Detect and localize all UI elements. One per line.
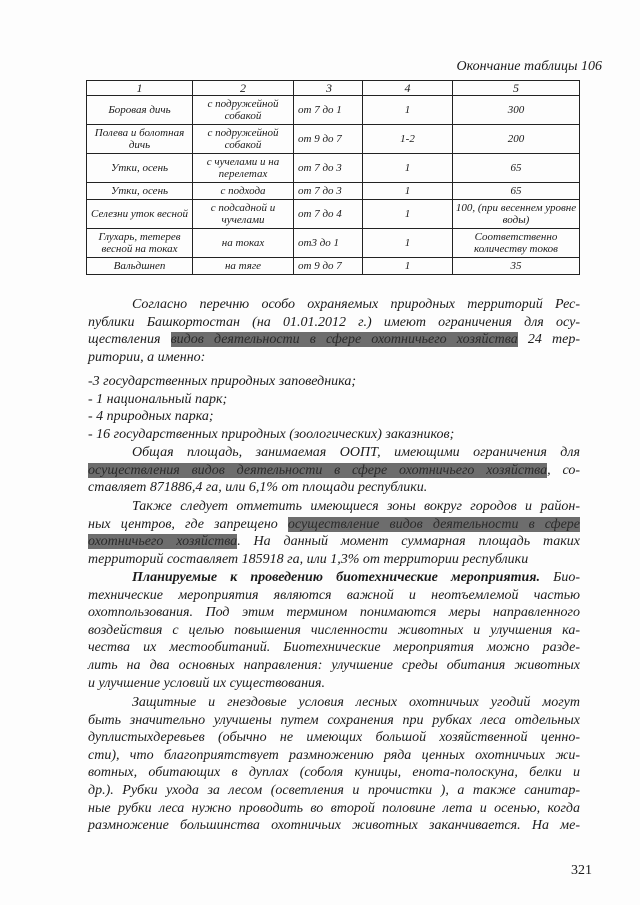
table-cell: с подружейной собакой: [193, 96, 294, 125]
table-cell: 65: [453, 154, 580, 183]
table-cell: с подхода: [193, 183, 294, 200]
list-item: - 16 государственных природных (зоологических) заказников;: [88, 426, 455, 442]
header-cell: 2: [193, 81, 294, 96]
text-line: размножение большинства охотничьих животных заканчивается. На ме-: [88, 818, 580, 834]
table-cell: 1: [363, 96, 453, 125]
table-cell: 35: [453, 258, 580, 275]
list-item: -3 государственных природных заповедника;: [88, 374, 357, 389]
section-heading: Планируемые к проведению биотехнические мероприятия.: [132, 570, 540, 585]
table-cell: с подружейной собакой: [193, 125, 294, 154]
header-cell: 5: [453, 81, 580, 96]
table-row: [87, 96, 580, 125]
paragraph-oopt: [88, 296, 580, 366]
table-cell: 1-2: [363, 125, 453, 154]
table-cell: 1: [363, 200, 453, 229]
table-cell: с подсадной и чучелами: [193, 200, 294, 229]
table-cell: Утки, осень: [87, 154, 193, 183]
table-cell: 200: [453, 125, 580, 154]
table-cell: 1: [363, 258, 453, 275]
table-header-row: [87, 81, 580, 96]
header-cell: 3: [294, 81, 363, 96]
text-line: ставляет 871886,4 га, или 6,1% от площади республики.: [88, 480, 428, 496]
text-line: лить на два основных направления: улучшение среды обитания животных: [88, 657, 580, 673]
header-cell: 1: [87, 81, 193, 96]
table-cell: от 9 до 7: [294, 125, 363, 154]
text-line: Согласно перечню особо охраняемых природных территорий Рес-: [132, 297, 580, 312]
highlighted-text: охотничьего хозяйства: [88, 534, 238, 550]
table-row: [87, 125, 580, 154]
table-cell: Полева и болотная дичь: [87, 125, 193, 154]
table-cell: Глухарь, тетерев весной на токах: [87, 229, 193, 258]
text-line: технические мероприятия являются важной и неотъемлемой частью: [88, 587, 580, 603]
table-cell: 300: [453, 96, 580, 125]
table-cell: от3 до 1: [294, 229, 363, 258]
text-line: сти), что благоприятствует размножению ряда ценных охотничьих жи-: [88, 747, 580, 763]
text-line: Общая площадь, занимаемая ООПТ, имеющими ограничения для: [132, 445, 580, 460]
table-cell: на токах: [193, 229, 294, 258]
text-line: др.). Рубки ухода за лесом (осветления и прочистки ), а также санитар-: [88, 782, 580, 798]
highlighted-text: видов деятельности в сфере охотничьего хозяйства: [170, 332, 518, 348]
table-cell: Боровая дичь: [87, 96, 193, 125]
list-item: - 4 природных парка;: [88, 409, 214, 425]
text-line: быть значительно улучшены путем сохранения при рубках леса отдельных: [88, 712, 580, 728]
list-item: - 1 национальный парк;: [88, 391, 228, 407]
text-line: ритории, а именно:: [88, 349, 206, 365]
table-cell: с чучелами и на перелетах: [193, 154, 294, 183]
paragraph-zones: [88, 498, 580, 568]
text-line: публики Башкортостан (на 01.01.2012 г.) имеют ограничения для осу-: [88, 314, 580, 330]
table-cell: на тяге: [193, 258, 294, 275]
text-line: вотных, обитающих в дуплах (соболя куницы, енота-полоскуна, белки и: [88, 765, 580, 781]
table-cell: 1: [363, 154, 453, 183]
table-row: [87, 229, 580, 258]
text-line: ных центров, где запрещено осуществление видов деятельности в сфере: [88, 516, 580, 532]
table-cell: от 7 до 4: [294, 200, 363, 229]
table-caption: Окончание таблицы 106: [456, 59, 602, 74]
table-cell: от 7 до 3: [294, 183, 363, 200]
text-line: охотничьего хозяйства. На данный момент суммарная площадь таких: [88, 534, 580, 550]
text-line: и улучшение условий их существования.: [88, 675, 326, 691]
text-line: охотпользования. Под этим термином понимаются меры направленного: [88, 605, 580, 621]
table-cell: 65: [453, 183, 580, 200]
highlighted-text: осуществление видов деятельности в сфере: [287, 516, 580, 532]
text-line: воздействия с целью повышения численности животных и улучшения ка-: [88, 622, 580, 638]
text-line: ные рубки леса нужно проводить во второй половине лета и осенью, когда: [88, 800, 580, 816]
text-line: Также следует отметить имеющиеся зоны вокруг городов и район-: [132, 499, 580, 514]
text-line: территорий составляет 185918 га, или 1,3% от территории республики: [88, 551, 529, 567]
text-line: осуществления видов деятельности в сфере охотничьего хозяйства, со-: [88, 462, 580, 478]
paragraph-area: [88, 444, 580, 497]
text-line: чества их местообитаний. Биотехнические мероприятия можно разде-: [88, 640, 580, 656]
table-cell: Селезни уток весной: [87, 200, 193, 229]
table-cell: 1: [363, 183, 453, 200]
text-line: Планируемые к проведению биотехнические мероприятия. Био-: [132, 570, 581, 585]
table-cell: Вальдшнеп: [87, 258, 193, 275]
page-number: 321: [571, 863, 592, 878]
text-line: дуплистыхдеревьев (обычно не имеющих большой хозяйственной ценно-: [88, 730, 580, 746]
table-row: [87, 258, 580, 275]
table-cell: Утки, осень: [87, 183, 193, 200]
paragraph-biotech: [88, 569, 580, 692]
paragraph-forest: [88, 694, 580, 835]
text-line: Защитные и гнездовые условия лесных охотничьих угодий могут: [132, 695, 580, 710]
text-line: ществления видов деятельности в сфере охотничьего хозяйства 24 тер-: [88, 332, 580, 348]
hunting-table: [86, 80, 580, 275]
table-cell: от 7 до 3: [294, 154, 363, 183]
table-cell: Соответственно количеству токов: [453, 229, 580, 258]
table-cell: 1: [363, 229, 453, 258]
table-row: [87, 183, 580, 200]
table-row: [87, 200, 580, 229]
highlighted-text: осуществления видов деятельности в сфере охотничьего хозяйства: [88, 462, 548, 478]
oopt-list: [88, 373, 580, 443]
table-cell: от 7 до 1: [294, 96, 363, 125]
header-cell: 4: [363, 81, 453, 96]
table-cell: от 9 до 7: [294, 258, 363, 275]
table-cell: 100, (при весеннем уровне воды): [453, 200, 580, 229]
table-row: [87, 154, 580, 183]
